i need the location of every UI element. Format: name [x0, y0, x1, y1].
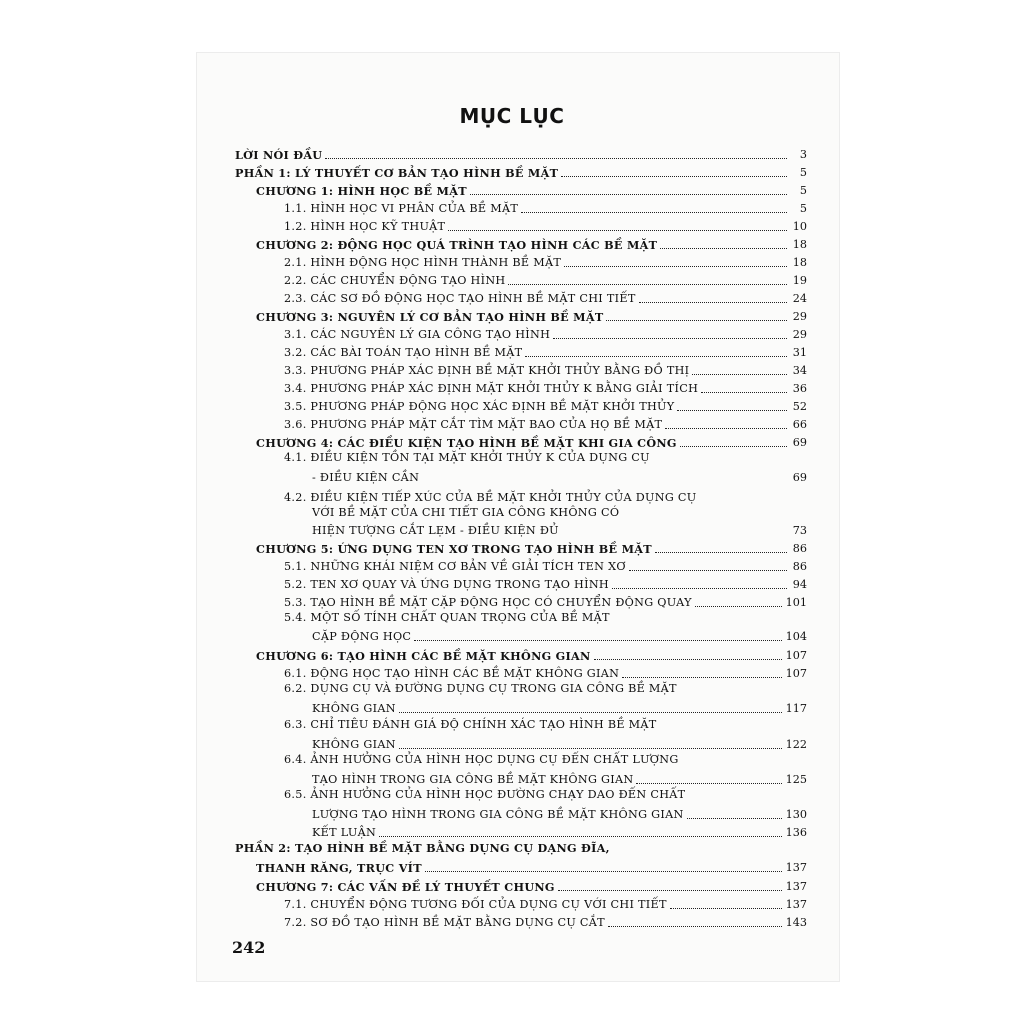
toc-entry	[284, 414, 807, 432]
toc-entry	[235, 162, 807, 180]
toc-entry	[284, 894, 807, 912]
toc-entry	[256, 432, 807, 450]
toc-entry-text: CHƯƠNG 5: ỨNG DỤNG TEN XƠ TRONG TẠO HÌNH BỀ MẶT	[256, 542, 652, 556]
leader-dots	[521, 212, 787, 213]
toc-entry	[284, 360, 807, 378]
toc-entry	[284, 270, 807, 288]
toc-entry-text: KHÔNG GIAN	[312, 738, 396, 751]
toc-entry-text: HIỆN TƯỢNG CẮT LẸM - ĐIỀU KIỆN ĐỦ	[312, 524, 559, 537]
leader-dots	[325, 158, 787, 159]
leader-dots	[448, 230, 787, 231]
toc-entry-page: 107	[785, 649, 807, 662]
toc-entry-line: 6.5. ẢNH HƯỞNG CỦA HÌNH HỌC ĐƯỜNG CHẠY DAO ĐẾN CHẤT	[284, 788, 686, 801]
toc-entry-text: - ĐIỀU KIỆN CẦN	[312, 471, 420, 484]
toc-entry-text: CHƯƠNG 1: HÌNH HỌC BỀ MẶT	[256, 184, 467, 198]
toc-entry	[284, 342, 807, 360]
toc-entry	[235, 144, 807, 162]
leader-dots	[701, 392, 787, 393]
toc-entry-page: 69	[792, 436, 807, 449]
toc-entry-page: 19	[792, 274, 807, 287]
toc-entry-text: 7.1. CHUYỂN ĐỘNG TƯƠNG ĐỐI CỦA DỤNG CỤ VỚI CHI TIẾT	[284, 898, 667, 911]
leader-dots	[622, 677, 781, 678]
toc-entry	[284, 288, 807, 306]
toc-entry	[312, 804, 807, 822]
leader-dots	[612, 588, 787, 589]
toc-entry-line: 6.2. DỤNG CỤ VÀ ĐƯỜNG DỤNG CỤ TRONG GIA CÔNG BỀ MẶT	[284, 682, 677, 695]
toc-entry-page: 3	[799, 148, 807, 161]
toc-entry	[312, 626, 807, 644]
toc-entry-text: THANH RĂNG, TRỤC VÍT	[256, 861, 422, 875]
toc-entry-text: 3.1. CÁC NGUYÊN LÝ GIA CÔNG TẠO HÌNH	[284, 328, 551, 341]
toc-entry	[284, 912, 807, 930]
page-title: MỤC LỤC	[459, 104, 565, 128]
toc-entry-page: 29	[792, 310, 807, 323]
toc-entry-page: 94	[792, 578, 807, 591]
toc-entry-text: 2.2. CÁC CHUYỂN ĐỘNG TẠO HÌNH	[284, 274, 506, 287]
toc-entry-text: 1.1. HÌNH HỌC VI PHÂN CỦA BỀ MẶT	[284, 202, 519, 215]
toc-entry	[312, 734, 807, 752]
leader-dots	[525, 356, 787, 357]
toc-entry-text: TẠO HÌNH TRONG GIA CÔNG BỀ MẶT KHÔNG GIAN	[312, 773, 634, 786]
toc-entry-text: 7.2. SƠ ĐỒ TẠO HÌNH BỀ MẶT BẰNG DỤNG CỤ CẮT	[284, 916, 605, 929]
toc-entry-text: 2.3. CÁC SƠ ĐỒ ĐỘNG HỌC TẠO HÌNH BỀ MẶT CHI TIẾT	[284, 292, 636, 305]
leader-dots	[414, 640, 781, 641]
toc-entry-page: 137	[785, 898, 807, 911]
toc-entry-text: 3.4. PHƯƠNG PHÁP XÁC ĐỊNH MẶT KHỞI THỦY K BẰNG GIẢI TÍCH	[284, 382, 699, 395]
toc-entry-text: 5.2. TEN XƠ QUAY VÀ ỨNG DỤNG TRONG TẠO HÌNH	[284, 578, 609, 591]
toc-entry-page: 31	[792, 346, 807, 359]
toc-entry-text: KHÔNG GIAN	[312, 702, 396, 715]
toc-entry	[256, 306, 807, 324]
page-number: 242	[232, 938, 266, 957]
toc-entry	[284, 216, 807, 234]
toc-entry-page: 73	[792, 524, 807, 537]
toc-entry	[256, 234, 807, 252]
toc-entry-page: 86	[792, 542, 807, 555]
toc-entry-text: 2.1. HÌNH ĐỘNG HỌC HÌNH THÀNH BỀ MẶT	[284, 256, 562, 269]
toc-entry-line: 6.3. CHỈ TIÊU ĐÁNH GIÁ ĐỘ CHÍNH XÁC TẠO HÌNH BỀ MẶT	[284, 718, 657, 731]
leader-dots	[608, 926, 782, 927]
toc-entry-text: CẶP ĐỘNG HỌC	[312, 630, 412, 643]
leader-space	[562, 534, 787, 535]
leader-dots	[692, 374, 787, 375]
toc-entry-text: 3.6. PHƯƠNG PHÁP MẶT CẮT TÌM MẶT BAO CỦA HỌ BỀ MẶT	[284, 418, 663, 431]
toc-entry-line: 5.4. MỘT SỐ TÍNH CHẤT QUAN TRỌNG CỦA BỀ MẶT	[284, 611, 610, 624]
toc-entry-line: 4.1. ĐIỀU KIỆN TỒN TẠI MẶT KHỞI THỦY K CỦA DỤNG CỤ	[284, 451, 650, 464]
leader-dots	[636, 783, 781, 784]
toc-entry-text: 3.3. PHƯƠNG PHÁP XÁC ĐỊNH BỀ MẶT KHỞI THỦY BẰNG ĐỒ THỊ	[284, 364, 690, 377]
toc-entry-page: 136	[785, 826, 807, 839]
toc-entry	[312, 698, 807, 716]
toc-entry-text: 3.2. CÁC BÀI TOÁN TẠO HÌNH BỀ MẶT	[284, 346, 523, 359]
toc-entry-page: 130	[785, 808, 807, 821]
leader-dots	[561, 176, 787, 177]
leader-dots	[670, 908, 782, 909]
leader-dots	[508, 284, 787, 285]
toc-entry-text: LƯỢNG TẠO HÌNH TRONG GIA CÔNG BỀ MẶT KHÔNG GIAN	[312, 808, 684, 821]
toc-entry-page: 137	[785, 861, 807, 874]
toc-entry-text: 6.1. ĐỘNG HỌC TẠO HÌNH CÁC BỀ MẶT KHÔNG GIAN	[284, 667, 620, 680]
leader-dots	[665, 428, 787, 429]
leader-dots	[660, 248, 787, 249]
toc-entry-text: CHƯƠNG 7: CÁC VẤN ĐỀ LÝ THUYẾT CHUNG	[256, 880, 555, 894]
toc-entry-page: 125	[785, 773, 807, 786]
toc-entry-page: 101	[785, 596, 807, 609]
toc-entry	[284, 198, 807, 216]
toc-entry-text: CHƯƠNG 6: TẠO HÌNH CÁC BỀ MẶT KHÔNG GIAN	[256, 649, 591, 663]
leader-space	[422, 481, 787, 482]
toc-entry-page: 29	[792, 328, 807, 341]
toc-entry-text: 5.1. NHỮNG KHÁI NIỆM CƠ BẢN VỀ GIẢI TÍCH TEN XƠ	[284, 560, 626, 573]
leader-dots	[425, 871, 782, 872]
toc-entry-page: 52	[792, 400, 807, 413]
toc-entry-text: CHƯƠNG 4: CÁC ĐIỀU KIỆN TẠO HÌNH BỀ MẶT KHI GIA CÔNG	[256, 436, 677, 450]
toc-entry-line: 4.2. ĐIỀU KIỆN TIẾP XÚC CỦA BỀ MẶT KHỞI THỦY CỦA DỤNG CỤ	[284, 491, 697, 504]
toc-entry-page: 66	[792, 418, 807, 431]
toc-entry	[284, 592, 807, 610]
leader-dots	[558, 890, 782, 891]
toc-entry	[284, 574, 807, 592]
toc-entry-text: 5.3. TẠO HÌNH BỀ MẶT CẶP ĐỘNG HỌC CÓ CHUYỂN ĐỘNG QUAY	[284, 596, 692, 609]
toc-entry-text: LỜI NÓI ĐẦU	[235, 148, 323, 162]
toc-entry-page: 5	[799, 184, 807, 197]
toc-entry-text: KẾT LUẬN	[312, 826, 377, 839]
toc-entry	[312, 520, 807, 538]
toc-entry-page: 5	[799, 202, 807, 215]
leader-dots	[687, 818, 782, 819]
leader-dots	[470, 194, 787, 195]
leader-dots	[606, 320, 787, 321]
leader-dots	[379, 836, 782, 837]
leader-dots	[655, 552, 787, 553]
toc-entry	[256, 180, 807, 198]
leader-dots	[594, 659, 782, 660]
toc-entry	[256, 645, 807, 663]
leader-dots	[399, 712, 782, 713]
toc-entry-text: 1.2. HÌNH HỌC KỸ THUẬT	[284, 220, 446, 233]
toc-entry-text: PHẦN 1: LÝ THUYẾT CƠ BẢN TẠO HÌNH BỀ MẶT	[235, 166, 559, 180]
toc-entry-page: 86	[792, 560, 807, 573]
leader-dots	[564, 266, 787, 267]
toc-entry	[284, 252, 807, 270]
toc-entry	[284, 556, 807, 574]
toc-entry-page: 137	[785, 880, 807, 893]
toc-entry-page: 107	[785, 667, 807, 680]
toc-entry	[284, 378, 807, 396]
toc-entry-page: 18	[792, 256, 807, 269]
leader-dots	[553, 338, 787, 339]
toc-entry-page: 143	[785, 916, 807, 929]
leader-dots	[399, 748, 782, 749]
toc-entry	[312, 822, 807, 840]
leader-dots	[639, 302, 787, 303]
toc-entry-page: 104	[785, 630, 807, 643]
toc-entry-page: 34	[792, 364, 807, 377]
toc-entry	[284, 396, 807, 414]
toc-entry-text: 3.5. PHƯƠNG PHÁP ĐỘNG HỌC XÁC ĐỊNH BỀ MẶT KHỞI THỦY	[284, 400, 675, 413]
toc-entry-page: 5	[799, 166, 807, 179]
toc-entry-text: CHƯƠNG 2: ĐỘNG HỌC QUÁ TRÌNH TẠO HÌNH CÁC BỀ MẶT	[256, 238, 658, 252]
toc-entry-line: 6.4. ẢNH HƯỞNG CỦA HÌNH HỌC DỤNG CỤ ĐẾN CHẤT LƯỢNG	[284, 753, 679, 766]
toc-entry	[256, 876, 807, 894]
toc-entry-text: CHƯƠNG 3: NGUYÊN LÝ CƠ BẢN TẠO HÌNH BỀ MẶT	[256, 310, 604, 324]
toc-entry-line: VỚI BỀ MẶT CỦA CHI TIẾT GIA CÔNG KHÔNG CÓ	[312, 506, 620, 519]
leader-dots	[629, 570, 787, 571]
toc-entry	[256, 857, 807, 875]
toc-entry	[312, 769, 807, 787]
toc-entry	[284, 324, 807, 342]
toc-entry-page: 18	[792, 238, 807, 251]
toc-entry-page: 36	[792, 382, 807, 395]
toc-entry-page: 24	[792, 292, 807, 305]
leader-dots	[695, 606, 782, 607]
toc-entry	[256, 538, 807, 556]
toc-entry-page: 10	[792, 220, 807, 233]
leader-dots	[677, 410, 787, 411]
toc-entry	[312, 467, 807, 485]
toc-entry-page: 117	[785, 702, 807, 715]
toc-entry-page: 122	[785, 738, 807, 751]
leader-dots	[680, 446, 787, 447]
toc-entry-line: PHẦN 2: TẠO HÌNH BỀ MẶT BẰNG DỤNG CỤ DẠNG ĐĨA,	[235, 841, 610, 855]
toc-entry-page: 69	[792, 471, 807, 484]
toc-entry	[284, 663, 807, 681]
